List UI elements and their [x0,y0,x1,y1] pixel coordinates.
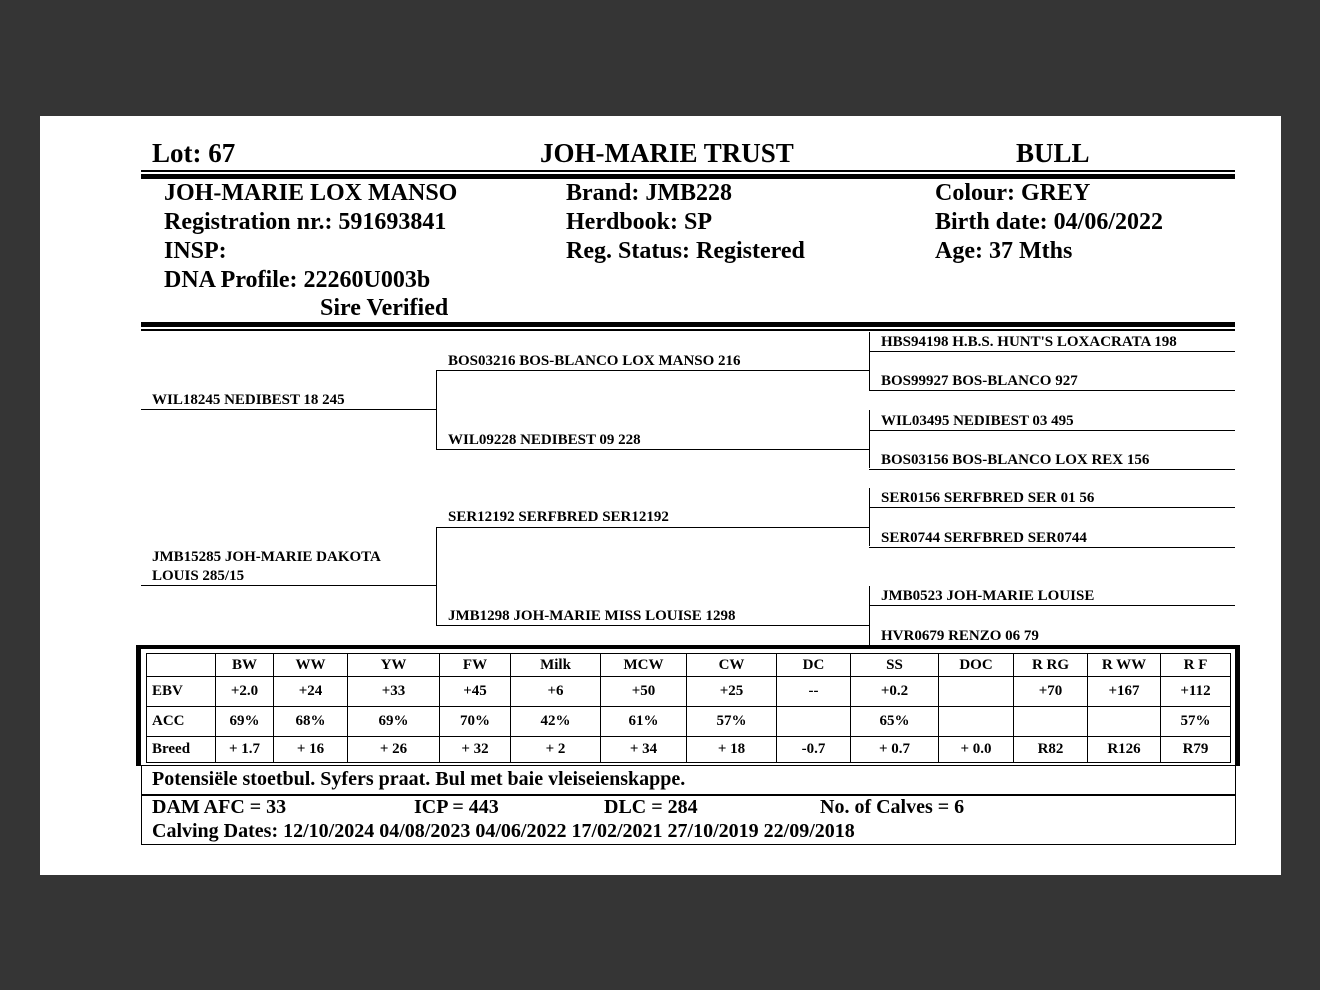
brand: Brand: JMB228 [566,180,733,206]
table-cell: +50 [601,677,687,707]
table-cell: R79 [1161,737,1231,763]
pedigree-dam-sire: SER12192 SERFBRED SER12192 [448,509,669,525]
table-cell: R126 [1088,737,1161,763]
table-cell [939,677,1014,707]
header-rule-thin [141,170,1235,172]
pedigree-sire-dam: WIL09228 NEDIBEST 09 228 [448,432,641,448]
ebv-frame-left [136,645,141,766]
table-cell: 61% [601,707,687,737]
table-cell: +6 [511,677,601,707]
pedigree-dam-dam: JMB1298 JOH-MARIE MISS LOUISE 1298 [448,608,736,624]
pedigree-dd-sire: JMB0523 JOH-MARIE LOUISE [881,588,1095,604]
table-cell: +45 [440,677,511,707]
pedigree-sire: WIL18245 NEDIBEST 18 245 [152,392,345,408]
table-cell: 69% [348,707,440,737]
pedigree-sd-sire: WIL03495 NEDIBEST 03 495 [881,413,1074,429]
table-cell: +24 [274,677,348,707]
ebv-header-cell: MCW [601,654,687,677]
ebv-header-cell: DC [777,654,851,677]
table-cell: 57% [1161,707,1231,737]
ebv-frame-top [136,645,1240,649]
table-cell: 68% [274,707,348,737]
table-cell [1088,707,1161,737]
info-rule-thin [141,329,1235,331]
table-cell: + 2 [511,737,601,763]
pedigree-ds-dam: SER0744 SERFBRED SER0744 [881,530,1087,546]
insp: INSP: [164,238,227,264]
table-cell: EBV [147,677,216,707]
age: Age: 37 Mths [935,238,1073,264]
table-cell: 69% [216,707,274,737]
table-cell: +70 [1014,677,1088,707]
herdbook: Herdbook: SP [566,209,713,235]
registration-number: Registration nr.: 591693841 [164,209,447,235]
pedigree-sd-dam: BOS03156 BOS-BLANCO LOX REX 156 [881,452,1150,468]
pedigree-dam-line2: LOUIS 285/15 [152,568,245,584]
table-cell: + 16 [274,737,348,763]
table-cell: +167 [1088,677,1161,707]
ebv-header-cell: WW [274,654,348,677]
animal-name: JOH-MARIE LOX MANSO [164,180,458,206]
ebv-header-row [147,654,1231,677]
pedigree-ss-dam: BOS99927 BOS-BLANCO 927 [881,373,1078,389]
table-cell: Breed [147,737,216,763]
pedigree-dd-dam: HVR0679 RENZO 06 79 [881,628,1039,644]
table-cell: +25 [687,677,777,707]
table-cell: -0.7 [777,737,851,763]
remark-text: Potensiële stoetbul. Syfers praat. Bul met baie vleiseienskappe. [152,768,686,790]
table-cell: +0.2 [851,677,939,707]
table-cell: +2.0 [216,677,274,707]
ebv-header-cell: SS [851,654,939,677]
ebv-header-cell: R RG [1014,654,1088,677]
table-cell: ACC [147,707,216,737]
dam-dlc: DLC = 284 [604,796,698,818]
dna-profile: DNA Profile: 22260U003b [164,267,431,293]
ebv-header-cell: CW [687,654,777,677]
registration-status: Reg. Status: Registered [566,238,805,264]
dam-icp: ICP = 443 [414,796,499,818]
ebv-header-cell: Milk [511,654,601,677]
animal-category: BULL [1016,138,1090,168]
table-cell [777,707,851,737]
table-cell: 65% [851,707,939,737]
ebv-header-cell: DOC [939,654,1014,677]
ebv-header-cell: YW [348,654,440,677]
ebv-table [146,653,1231,763]
pedigree-sire-sire: BOS03216 BOS-BLANCO LOX MANSO 216 [448,353,741,369]
calving-dates: Calving Dates: 12/10/2024 04/08/2023 04/06/2022 17/02/2021 27/10/2019 22/09/2018 [152,820,855,842]
dam-afc: DAM AFC = 33 [152,796,287,818]
table-cell: 57% [687,707,777,737]
ebv-header-cell: R F [1161,654,1231,677]
ebv-row-acc [147,707,1231,737]
info-rule-thick [141,322,1235,327]
table-cell: 42% [511,707,601,737]
table-cell: + 34 [601,737,687,763]
pedigree-ss-sire: HBS94198 H.B.S. HUNT'S LOXACRATA 198 [881,334,1177,350]
table-cell: + 1.7 [216,737,274,763]
table-cell: +33 [348,677,440,707]
table-cell [939,707,1014,737]
table-cell: + 0.0 [939,737,1014,763]
table-cell: + 0.7 [851,737,939,763]
table-cell: + 18 [687,737,777,763]
lot-number: Lot: 67 [152,138,236,168]
ebv-header-cell [147,654,216,677]
dam-calves-count: No. of Calves = 6 [820,796,965,818]
birth-date: Birth date: 04/06/2022 [935,209,1163,235]
sire-verified: Sire Verified [320,295,449,321]
ebv-frame-right [1235,645,1240,766]
ebv-header-cell: R WW [1088,654,1161,677]
header-rule-thick [141,174,1235,179]
table-cell: 70% [440,707,511,737]
table-cell [1014,707,1088,737]
colour: Colour: GREY [935,180,1091,206]
table-cell: + 32 [440,737,511,763]
pedigree-ds-sire: SER0156 SERFBRED SER 01 56 [881,490,1095,506]
ebv-row-breed [147,737,1231,763]
pedigree-dam-line1: JMB15285 JOH-MARIE DAKOTA [152,549,381,565]
table-cell: + 26 [348,737,440,763]
ebv-header-cell: BW [216,654,274,677]
table-cell: +112 [1161,677,1231,707]
table-cell: -- [777,677,851,707]
ebv-header-cell: FW [440,654,511,677]
table-cell: R82 [1014,737,1088,763]
seller-name: JOH-MARIE TRUST [540,138,794,168]
ebv-row-ebv [147,677,1231,707]
